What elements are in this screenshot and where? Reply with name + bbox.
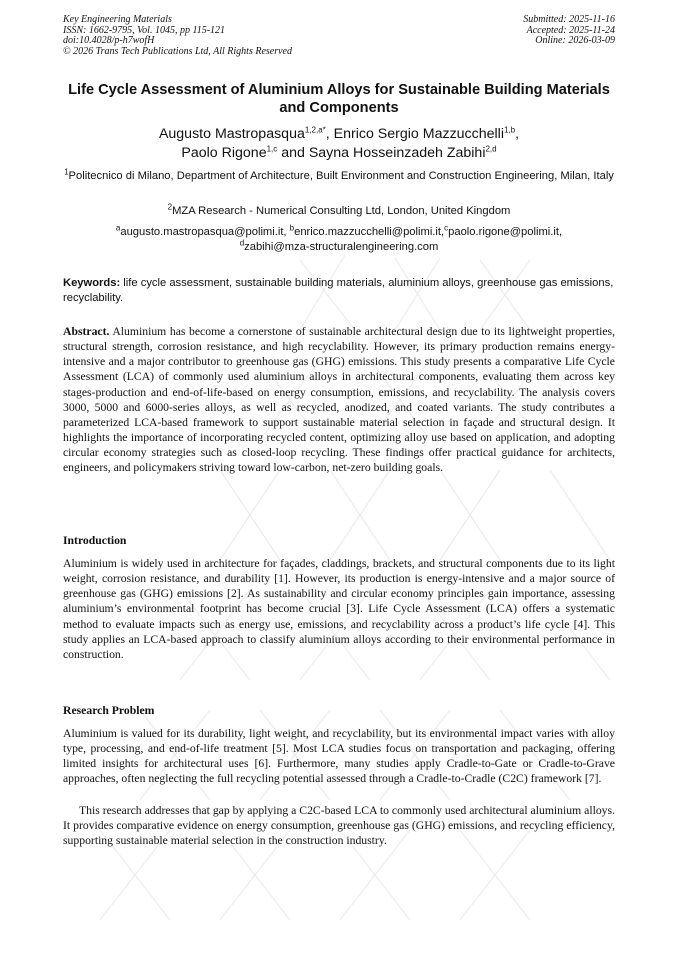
email-link[interactable]: enrico.mazzucchelli@polimi.it, [294,226,445,238]
research-problem-paragraph-2: This research addresses that gap by applying a C2C-based LCA to commonly used architectural aluminium alloys. It provides comparative evidence on energy consumption, greenhouse gas (GHG) emissions, and recycling efficiency, supporting sustainable material selection in the construction industry. [63,804,615,848]
author-affil-sup: 1,b [503,125,516,135]
email-marker: b [289,223,295,233]
abstract-text: Aluminium has become a cornerstone of sustainable architectural design due to its lightweight properties, structural strength, corrosion resistance, and high recyclability. However, its primary production remains energy-intensive and a major contributor to greenhouse gas (GHG) emissions. This study presents a comparative Life Cycle Assessment (LCA) of commonly used aluminium alloys in architectural components, evaluating them across key stages-production and end-of-life-based on energy consumption, emissions, and recyclability. The analysis covers 3000, 5000 and 6000-series alloys, as well as recycled, anodized, and coated variants. The study contributes a parameterized LCA-based framework to support sustainable material selection in façade and structural design. It highlights the importance of incorporating recycled content, optimizing alloy use based on application, and adopting circular economy strategies such as closed-loop recycling. These findings offer practical guidance for architects, engineers, and policymakers striving toward low-carbon, net-zero building goals. [63,325,615,475]
affil-text: Politecnico di Milano, Department of Architecture, Built Environment and Construction Engineering, Milan, Italy [68,170,614,182]
keywords-text: life cycle assessment, sustainable building materials, aluminium alloys, greenhouse gas emissions, recyclability. [63,277,614,304]
author-name: Paolo Rigone [181,145,267,161]
doi[interactable]: doi:10.4028/p-h7wofH [63,35,155,46]
keywords [63,276,615,305]
online-date: Online: 2026-03-09 [535,35,615,46]
section-heading-research-problem: Research Problem [63,704,155,717]
submitted-date: Submitted: 2025-11-16 [523,14,615,25]
email-marker: d [239,237,245,247]
separator: , [325,126,334,142]
author-affil-sup: 1,c [266,144,278,154]
introduction-paragraph: Aluminium is widely used in architecture for façades, claddings, brackets, and structural components due to its light weight, corrosion resistance, and durability [1]. However, its production is energy-intensive and a major source of greenhouse gas (GHG) emissions [2]. As sustainability and circular economy principles gain importance, assessing aluminium’s environmental footprint has become crucial [3]. Life Cycle Assessment (LCA) offers a systematic method to evaluate impacts such as energy use, emissions, and recyclability across a product’s life cycle [4]. This study applies an LCA-based approach to classify aluminium alloys according to their environmental performance in construction. [63,557,615,661]
separator: and [277,145,309,161]
journal-info [63,15,292,57]
keywords-label: Keywords: [63,277,121,289]
abstract [63,324,615,476]
affiliation-2 [60,204,618,219]
journal-name: Key Engineering Materials [63,14,172,25]
author-list [60,125,618,163]
author-affil-sup: 1,2,a* [304,125,326,135]
paper-title: Life Cycle Assessment of Aluminium Alloys for Sustainable Building Materials and Components [68,82,610,116]
email-link[interactable]: augusto.mastropasqua@polimi.it, [120,226,290,238]
author-name: Augusto Mastropasqua [158,126,305,142]
email-link[interactable]: paolo.rigone@polimi.it, [448,226,563,238]
email-link[interactable]: zabihi@mza-structuralengineering.com [244,240,439,253]
author-name: Sayna Hosseinzadeh Zabihi [308,145,486,161]
author-affil-sup: 2,d [485,144,497,154]
research-problem-paragraph-1: Aluminium is valued for its durability, light weight, and recyclability, but its environmental impact varies with alloy type, processing, and end-of-life treatment [5]. Most LCA studies focus on transportation and packaging, offering limited insights for architectural uses [6]. Furthermore, many studies apply Cradle-to-Gate or Cradle-to-Grave approaches, often neglecting the full recycling potential assessed through a Cradle-to-Cradle (C2C) framework [7]. [63,727,615,786]
dates-info [523,15,615,47]
affil-text: MZA Research - Numerical Consulting Ltd, London, United Kingdom [172,205,511,217]
affiliation-1 [60,169,618,184]
affil-marker: 1 [64,167,69,177]
email-marker: a [115,223,121,233]
copyright: © 2026 Trans Tech Publications Ltd, All Rights Reserved [63,45,292,57]
affil-marker: 2 [167,202,173,212]
issn: ISSN: 1662-9795, Vol. 1045, pp 115-121 [63,24,226,36]
author-name: Enrico Sergio Mazzucchelli [333,126,504,142]
separator: , [515,126,520,142]
email-list [60,225,618,254]
email-marker: c [444,223,449,233]
accepted-date: Accepted: 2025-11-24 [526,24,615,36]
abstract-label: Abstract. [63,325,110,338]
section-heading-introduction: Introduction [63,534,127,547]
